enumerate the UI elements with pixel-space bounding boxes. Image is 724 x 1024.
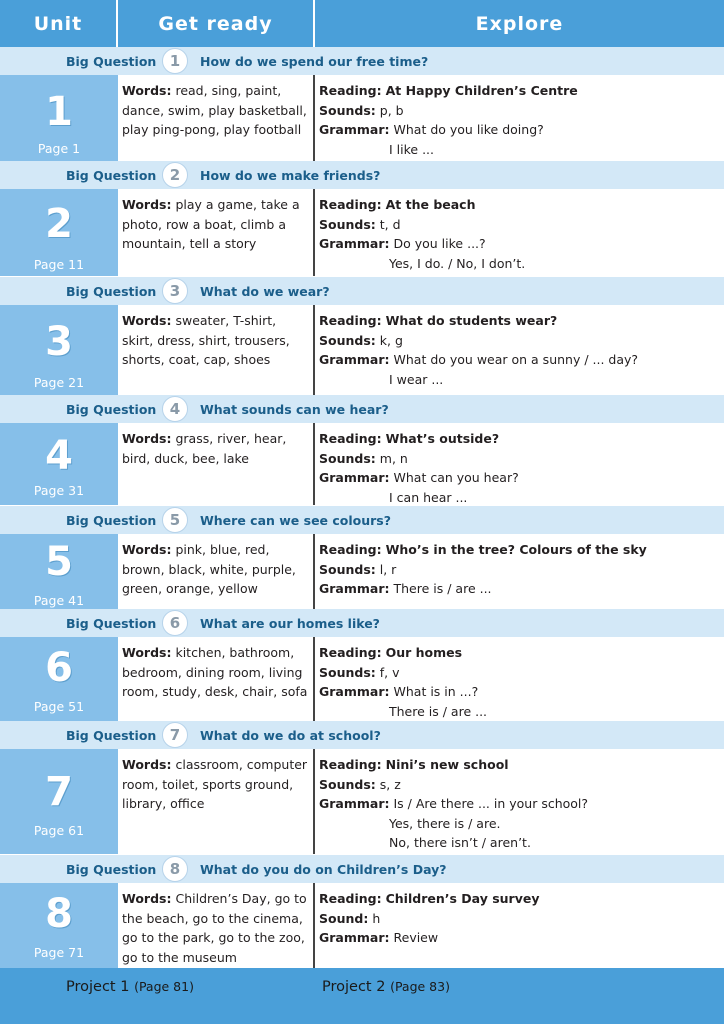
reading-line bbox=[319, 429, 720, 449]
reading-text: What’s outside? bbox=[385, 431, 500, 446]
sounds-text: f, v bbox=[379, 664, 400, 680]
grammar-text: There is / are ... bbox=[393, 581, 492, 596]
unit-row bbox=[0, 749, 724, 854]
unit-page: Page 41 bbox=[33, 593, 85, 608]
reading-label: Reading: bbox=[319, 645, 382, 660]
big-question-bar bbox=[0, 609, 724, 637]
get-ready-cell bbox=[118, 637, 315, 721]
reading-text: Nini’s new school bbox=[385, 757, 509, 772]
explore-cell bbox=[315, 423, 724, 505]
big-question-label: Big Question bbox=[66, 727, 157, 743]
sounds-line bbox=[319, 775, 720, 795]
get-ready-cell bbox=[118, 534, 315, 609]
grammar-text: What do you wear on a sunny / ... day? bbox=[393, 352, 639, 367]
big-question-label: Big Question bbox=[66, 861, 157, 877]
sounds-line bbox=[319, 215, 720, 235]
big-question-label: Big Question bbox=[66, 283, 157, 299]
big-question-label: Big Question bbox=[66, 167, 157, 183]
sounds-line bbox=[319, 449, 720, 469]
words-text: Children’s Day, go to the beach, go to the cinema, go to the park, go to the zoo, go to the museum bbox=[122, 891, 307, 965]
big-question-bar bbox=[0, 161, 724, 189]
big-question-label: Big Question bbox=[66, 615, 157, 631]
words-text: read, sing, paint, dance, swim, play basketball, play ping-pong, play football bbox=[122, 83, 307, 137]
big-question-label: Big Question bbox=[66, 512, 157, 528]
big-question-text: Where can we see colours? bbox=[200, 512, 392, 528]
explore-cell bbox=[315, 883, 724, 968]
reading-line bbox=[319, 195, 720, 215]
grammar-label: Grammar: bbox=[319, 796, 390, 811]
words-label: Words: bbox=[122, 197, 172, 212]
unit-cell[interactable] bbox=[0, 749, 118, 854]
grammar-line: Yes, I do. / No, I don’t. bbox=[389, 255, 526, 271]
project-1-page: (Page 81) bbox=[134, 979, 194, 994]
unit-row bbox=[0, 534, 724, 609]
sounds-text: h bbox=[372, 910, 381, 926]
unit-number: 5 bbox=[45, 539, 73, 585]
unit-page: Page 31 bbox=[33, 483, 85, 498]
unit-cell[interactable] bbox=[0, 637, 118, 721]
grammar-text: What do you like doing? bbox=[393, 122, 544, 137]
words-text: grass, river, hear, bird, duck, bee, lake bbox=[122, 431, 287, 466]
sounds-text: m, n bbox=[379, 450, 408, 466]
grammar-text: Review bbox=[393, 930, 439, 945]
sounds-label: Sounds: bbox=[319, 216, 376, 232]
unit-page: Page 1 bbox=[37, 141, 81, 156]
header-unit: Unit bbox=[0, 0, 118, 47]
sounds-line bbox=[319, 663, 720, 683]
reading-label: Reading: bbox=[319, 197, 382, 212]
words-text: kitchen, bathroom, bedroom, dining room, living room, study, desk, chair, sofa bbox=[122, 645, 308, 699]
words-label: Words: bbox=[122, 431, 172, 446]
unit-cell[interactable] bbox=[0, 883, 118, 968]
reading-text: At the beach bbox=[385, 197, 476, 212]
big-question-bar bbox=[0, 395, 724, 423]
footer-bar bbox=[0, 968, 724, 1024]
project-2-page: (Page 83) bbox=[390, 979, 450, 994]
grammar-text: What can you hear? bbox=[393, 470, 519, 485]
reading-text: Our homes bbox=[385, 645, 463, 660]
unit-cell[interactable] bbox=[0, 75, 118, 161]
grammar-line: I like ... bbox=[389, 141, 434, 157]
unit-number: 7 bbox=[45, 769, 73, 815]
table-header bbox=[0, 0, 724, 47]
get-ready-cell bbox=[118, 749, 315, 854]
reading-line bbox=[319, 643, 720, 663]
words-label: Words: bbox=[122, 891, 172, 906]
words-label: Words: bbox=[122, 542, 172, 557]
reading-line bbox=[319, 311, 720, 331]
big-question-number: 7 bbox=[162, 722, 188, 748]
big-question-text: What do we wear? bbox=[200, 283, 330, 299]
grammar-label: Grammar: bbox=[319, 581, 390, 596]
sounds-label: Sounds: bbox=[319, 561, 376, 577]
words-text: play a game, take a photo, row a boat, climb a mountain, tell a story bbox=[122, 197, 300, 251]
reading-label: Reading: bbox=[319, 313, 382, 328]
words-label: Words: bbox=[122, 645, 172, 660]
grammar-line-main bbox=[319, 794, 720, 814]
words-text: classroom, computer room, toilet, sports ground, library, office bbox=[122, 757, 308, 811]
reading-line bbox=[319, 889, 720, 909]
unit-page: Page 21 bbox=[33, 375, 85, 390]
get-ready-cell bbox=[118, 883, 315, 968]
project-2-label: Project 2 bbox=[322, 979, 386, 995]
big-question-number: 4 bbox=[162, 396, 188, 422]
explore-cell bbox=[315, 305, 724, 395]
sounds-line bbox=[319, 560, 720, 580]
unit-row bbox=[0, 637, 724, 721]
grammar-label: Grammar: bbox=[319, 684, 390, 699]
unit-row bbox=[0, 189, 724, 276]
unit-number: 2 bbox=[45, 201, 73, 247]
grammar-line-main bbox=[319, 468, 720, 488]
grammar-text: Do you like ...? bbox=[393, 236, 486, 251]
big-question-number: 5 bbox=[162, 507, 188, 533]
reading-line bbox=[319, 81, 720, 101]
big-question-text: How do we make friends? bbox=[200, 167, 381, 183]
header-get-ready: Get ready bbox=[118, 0, 315, 47]
unit-number: 1 bbox=[45, 89, 73, 135]
reading-label: Reading: bbox=[319, 431, 382, 446]
unit-page: Page 61 bbox=[33, 823, 85, 838]
grammar-line: I wear ... bbox=[389, 371, 444, 387]
sounds-label: Sounds: bbox=[319, 102, 376, 118]
unit-page: Page 51 bbox=[33, 699, 85, 714]
big-question-text: What do we do at school? bbox=[200, 727, 381, 743]
sounds-label: Sounds: bbox=[319, 664, 376, 680]
sounds-line bbox=[319, 909, 720, 929]
grammar-line-main bbox=[319, 350, 720, 370]
big-question-number: 3 bbox=[162, 278, 188, 304]
explore-cell bbox=[315, 534, 724, 609]
sounds-text: t, d bbox=[379, 216, 401, 232]
big-question-number: 8 bbox=[162, 856, 188, 882]
grammar-label: Grammar: bbox=[319, 930, 390, 945]
sounds-label: Sounds: bbox=[319, 332, 376, 348]
words-label: Words: bbox=[122, 757, 172, 772]
sounds-label: Sound: bbox=[319, 910, 369, 926]
sounds-line bbox=[319, 101, 720, 121]
grammar-text: Is / Are there ... in your school? bbox=[393, 796, 589, 811]
unit-page: Page 11 bbox=[33, 257, 85, 272]
reading-text: Children’s Day survey bbox=[385, 891, 540, 906]
project-1[interactable] bbox=[66, 979, 194, 995]
grammar-line-main bbox=[319, 682, 720, 702]
grammar-line: I can hear ... bbox=[389, 489, 468, 505]
unit-row bbox=[0, 305, 724, 395]
grammar-line-main bbox=[319, 928, 720, 948]
reading-text: At Happy Children’s Centre bbox=[385, 83, 578, 98]
grammar-label: Grammar: bbox=[319, 122, 390, 137]
big-question-number: 2 bbox=[162, 162, 188, 188]
grammar-line: No, there isn’t / aren’t. bbox=[389, 835, 531, 850]
big-question-number: 1 bbox=[162, 48, 188, 74]
unit-cell[interactable] bbox=[0, 305, 118, 395]
words-text: sweater, T-shirt, skirt, dress, shirt, trousers, shorts, coat, cap, shoes bbox=[122, 313, 290, 367]
words-label: Words: bbox=[122, 83, 172, 98]
grammar-line-main bbox=[319, 234, 720, 254]
big-question-text: How do we spend our free time? bbox=[200, 53, 429, 69]
grammar-label: Grammar: bbox=[319, 470, 390, 485]
explore-cell bbox=[315, 637, 724, 721]
sounds-text: p, b bbox=[379, 102, 404, 118]
big-question-number: 6 bbox=[162, 610, 188, 636]
grammar-line-main bbox=[319, 579, 720, 599]
big-question-text: What are our homes like? bbox=[200, 615, 380, 631]
unit-number: 8 bbox=[45, 891, 73, 937]
big-question-bar bbox=[0, 277, 724, 305]
grammar-label: Grammar: bbox=[319, 352, 390, 367]
reading-text: What do students wear? bbox=[385, 313, 558, 328]
project-1-label: Project 1 bbox=[66, 979, 130, 995]
big-question-label: Big Question bbox=[66, 53, 157, 69]
grammar-line-main bbox=[319, 120, 720, 140]
big-question-bar bbox=[0, 506, 724, 534]
get-ready-cell bbox=[118, 423, 315, 505]
reading-text: Who’s in the tree? Colours of the sky bbox=[385, 542, 647, 557]
big-question-bar bbox=[0, 47, 724, 75]
sounds-text: s, z bbox=[379, 776, 401, 792]
unit-row bbox=[0, 883, 724, 968]
big-question-bar bbox=[0, 721, 724, 749]
sounds-line bbox=[319, 331, 720, 351]
grammar-text: What is in ...? bbox=[393, 684, 479, 699]
reading-line bbox=[319, 540, 720, 560]
reading-label: Reading: bbox=[319, 83, 382, 98]
unit-number: 6 bbox=[45, 645, 73, 691]
grammar-label: Grammar: bbox=[319, 236, 390, 251]
unit-number: 4 bbox=[45, 433, 73, 479]
big-question-label: Big Question bbox=[66, 401, 157, 417]
words-text: pink, blue, red, brown, black, white, purple, green, orange, yellow bbox=[122, 542, 296, 596]
get-ready-cell bbox=[118, 189, 315, 276]
grammar-line: Yes, there is / are. bbox=[389, 815, 501, 831]
unit-page: Page 71 bbox=[33, 945, 85, 960]
unit-row bbox=[0, 423, 724, 505]
unit-cell[interactable] bbox=[0, 189, 118, 276]
sounds-label: Sounds: bbox=[319, 450, 376, 466]
explore-cell bbox=[315, 189, 724, 276]
sounds-text: l, r bbox=[379, 561, 397, 577]
big-question-text: What sounds can we hear? bbox=[200, 401, 389, 417]
big-question-bar bbox=[0, 855, 724, 883]
reading-line bbox=[319, 755, 720, 775]
sounds-text: k, g bbox=[379, 332, 403, 348]
get-ready-cell bbox=[118, 75, 315, 161]
unit-cell[interactable] bbox=[0, 423, 118, 505]
header-explore: Explore bbox=[475, 12, 564, 35]
unit-row bbox=[0, 75, 724, 161]
get-ready-cell bbox=[118, 305, 315, 395]
unit-cell[interactable] bbox=[0, 534, 118, 609]
unit-number: 3 bbox=[45, 319, 73, 365]
big-question-text: What do you do on Children’s Day? bbox=[200, 861, 447, 877]
explore-cell bbox=[315, 75, 724, 161]
reading-label: Reading: bbox=[319, 891, 382, 906]
sounds-label: Sounds: bbox=[319, 776, 376, 792]
words-label: Words: bbox=[122, 313, 172, 328]
project-2[interactable] bbox=[322, 979, 450, 995]
reading-label: Reading: bbox=[319, 757, 382, 772]
grammar-line: There is / are ... bbox=[389, 703, 488, 719]
reading-label: Reading: bbox=[319, 542, 382, 557]
explore-cell bbox=[315, 749, 724, 854]
